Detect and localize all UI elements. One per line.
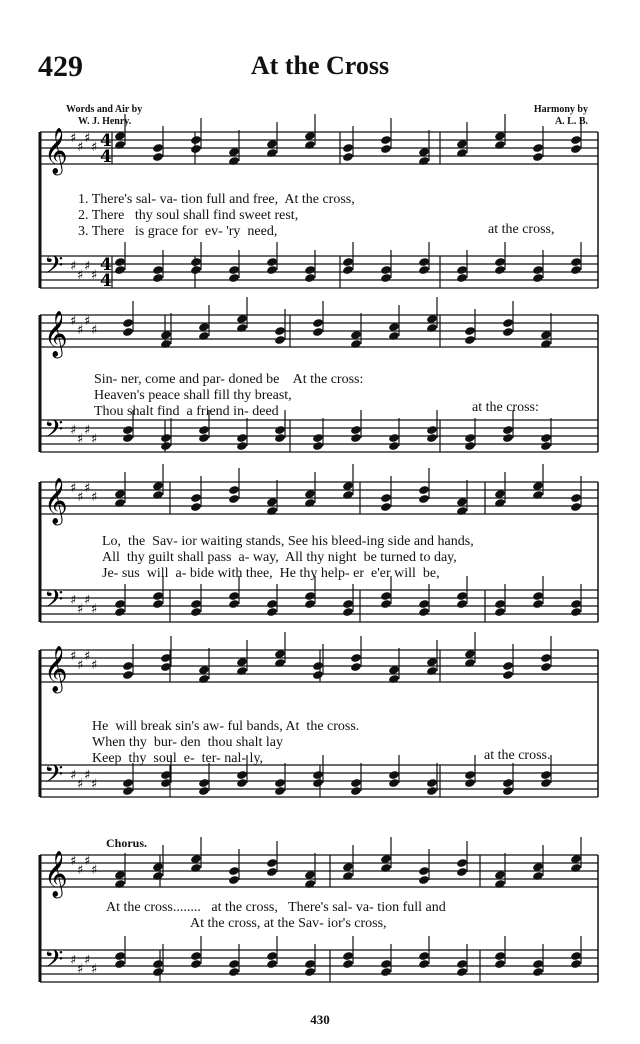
note-head xyxy=(418,875,430,885)
sharp-accidental: ♯ xyxy=(77,658,84,673)
note-head xyxy=(570,257,582,267)
note-head xyxy=(540,441,552,451)
note-head xyxy=(190,951,202,961)
bass-clef: 𝄢 xyxy=(44,945,64,980)
note-head xyxy=(198,433,210,443)
treble-clef: 𝄞 xyxy=(44,646,68,692)
treble-clef: 𝄞 xyxy=(44,851,68,897)
sharp-accidental: ♯ xyxy=(77,432,84,447)
note-head xyxy=(122,425,134,435)
note-head xyxy=(152,273,164,283)
note-head xyxy=(228,591,240,601)
note-head xyxy=(312,778,324,788)
lyric-system3-verse2: All thy guilt shall pass a- way, All thy night be turned to day, xyxy=(102,550,457,565)
sharp-accidental: ♯ xyxy=(77,777,84,792)
note-head xyxy=(190,599,202,609)
bass-clef: 𝄢 xyxy=(44,760,64,795)
lyric-chorus-line2: At the cross, at the Sav- ior's cross, xyxy=(190,916,387,931)
sharp-accidental: ♯ xyxy=(91,432,98,447)
note-head xyxy=(114,607,126,617)
sharp-accidental: ♯ xyxy=(70,593,77,608)
note-head xyxy=(122,327,134,337)
treble-clef: 𝄞 xyxy=(44,311,68,357)
note-head xyxy=(570,265,582,275)
sharp-accidental: ♯ xyxy=(84,768,91,783)
note-head xyxy=(274,326,286,336)
note-head xyxy=(312,670,324,680)
note-head xyxy=(114,959,126,969)
lyric-system4-verse3: Keep thy soul e- ter- nal- ly, xyxy=(92,751,264,766)
note-head xyxy=(160,441,172,451)
sharp-accidental: ♯ xyxy=(70,768,77,783)
lyric-chorus-line1: At the cross........ at the cross, There's sal- va- tion full and xyxy=(106,900,446,915)
sharp-accidental: ♯ xyxy=(91,268,98,283)
sharp-accidental: ♯ xyxy=(91,962,98,977)
note-head xyxy=(388,770,400,780)
note-head xyxy=(350,778,362,788)
note-head xyxy=(304,273,316,283)
note-head xyxy=(350,425,362,435)
note-head xyxy=(342,152,354,162)
note-head xyxy=(418,607,430,617)
note-head xyxy=(266,607,278,617)
sharp-accidental: ♯ xyxy=(84,259,91,274)
note-head xyxy=(532,967,544,977)
note-head xyxy=(274,425,286,435)
sharp-accidental: ♯ xyxy=(77,140,84,155)
note-head xyxy=(570,135,582,145)
note-head xyxy=(570,599,582,609)
note-head xyxy=(190,959,202,969)
note-head xyxy=(236,441,248,451)
note-head xyxy=(190,265,202,275)
sharp-accidental: ♯ xyxy=(70,854,77,869)
note-head xyxy=(304,959,316,969)
note-head xyxy=(464,441,476,451)
note-head xyxy=(266,867,278,877)
note-head xyxy=(350,662,362,672)
note-head xyxy=(426,786,438,796)
note-head xyxy=(494,607,506,617)
sharp-accidental: ♯ xyxy=(70,953,77,968)
note-head xyxy=(570,493,582,503)
note-head xyxy=(274,786,286,796)
note-head xyxy=(456,273,468,283)
note-head xyxy=(342,951,354,961)
note-head xyxy=(198,786,210,796)
lyric-system1-verse2: 2. There thy soul shall find sweet rest, xyxy=(78,208,299,223)
note-head xyxy=(464,433,476,443)
note-head xyxy=(380,959,392,969)
note-head xyxy=(350,433,362,443)
note-head xyxy=(426,778,438,788)
lyric-system1-verse1: 1. There's sal- va- tion full and free, At the cross, xyxy=(78,192,355,207)
credit-right-name: A. L. B. xyxy=(554,116,588,127)
note-head xyxy=(570,144,582,154)
note-head xyxy=(456,967,468,977)
treble-clef: 𝄞 xyxy=(44,478,68,524)
sharp-accidental: ♯ xyxy=(84,593,91,608)
note-head xyxy=(228,273,240,283)
sharp-accidental: ♯ xyxy=(77,490,84,505)
note-head xyxy=(152,591,164,601)
sharp-accidental: ♯ xyxy=(84,423,91,438)
note-head xyxy=(312,433,324,443)
note-head xyxy=(114,951,126,961)
note-head xyxy=(266,951,278,961)
note-head xyxy=(152,143,164,153)
note-head xyxy=(456,591,468,601)
note-head xyxy=(570,959,582,969)
note-head xyxy=(418,265,430,275)
sharp-accidental: ♯ xyxy=(84,131,91,146)
note-head xyxy=(494,959,506,969)
note-head xyxy=(228,494,240,504)
note-head xyxy=(388,433,400,443)
note-head xyxy=(540,662,552,672)
note-head xyxy=(114,599,126,609)
note-head xyxy=(380,967,392,977)
lyric-system2-verse1: Sin- ner, come and par- doned be At the cross: xyxy=(94,372,364,387)
sharp-accidental: ♯ xyxy=(91,490,98,505)
note-head xyxy=(502,433,514,443)
note-head xyxy=(540,653,552,663)
lyric-system4-verse1: He will break sin's aw- ful bands, At the cross. xyxy=(92,719,360,734)
note-head xyxy=(190,257,202,267)
note-head xyxy=(228,959,240,969)
note-head xyxy=(502,661,514,671)
note-head xyxy=(532,591,544,601)
note-head xyxy=(152,599,164,609)
note-head xyxy=(236,778,248,788)
note-head xyxy=(418,485,430,495)
note-head xyxy=(190,135,202,145)
sharp-accidental: ♯ xyxy=(84,854,91,869)
sharp-accidental: ♯ xyxy=(91,777,98,792)
note-head xyxy=(274,778,286,788)
note-head xyxy=(532,265,544,275)
note-head xyxy=(426,425,438,435)
note-head xyxy=(494,951,506,961)
note-head xyxy=(236,433,248,443)
note-head xyxy=(190,493,202,503)
note-head xyxy=(114,265,126,275)
note-head xyxy=(380,591,392,601)
sharp-accidental: ♯ xyxy=(84,953,91,968)
bass-clef: 𝄢 xyxy=(44,415,64,450)
sharp-accidental: ♯ xyxy=(70,314,77,329)
note-head xyxy=(228,875,240,885)
note-head xyxy=(464,778,476,788)
note-head xyxy=(160,433,172,443)
sharp-accidental: ♯ xyxy=(91,863,98,878)
note-head xyxy=(266,257,278,267)
note-head xyxy=(152,959,164,969)
note-head xyxy=(380,265,392,275)
hymn-title: At the Cross xyxy=(250,51,390,80)
note-head xyxy=(426,433,438,443)
note-head xyxy=(502,425,514,435)
note-head xyxy=(418,959,430,969)
note-head xyxy=(152,265,164,275)
lyric-system2-verse3: Thou shalt find a friend in- deed xyxy=(94,404,279,419)
note-head xyxy=(456,959,468,969)
note-head xyxy=(532,959,544,969)
note-head xyxy=(350,786,362,796)
sharp-accidental: ♯ xyxy=(91,323,98,338)
credit-left-name: W. J. Henry. xyxy=(78,116,132,127)
note-head xyxy=(312,661,324,671)
bass-clef: 𝄢 xyxy=(44,251,64,286)
note-head xyxy=(380,599,392,609)
note-head xyxy=(502,327,514,337)
note-head xyxy=(540,778,552,788)
time-signature: 4 xyxy=(100,147,112,167)
note-head xyxy=(380,493,392,503)
note-head xyxy=(350,653,362,663)
credit-left-label: Words and Air by xyxy=(66,104,143,115)
sharp-accidental: ♯ xyxy=(84,314,91,329)
note-head xyxy=(502,670,514,680)
note-head xyxy=(228,866,240,876)
note-head xyxy=(228,599,240,609)
lyric-system3-verse1: Lo, the Sav- ior waiting stands, See his bleed-ing side and hands, xyxy=(102,534,474,549)
bass-clef: 𝄢 xyxy=(44,585,64,620)
note-head xyxy=(570,607,582,617)
note-head xyxy=(502,318,514,328)
note-head xyxy=(464,770,476,780)
note-head xyxy=(380,144,392,154)
sharp-accidental: ♯ xyxy=(70,481,77,496)
chorus-label: Chorus. xyxy=(106,836,148,850)
note-head xyxy=(266,858,278,868)
sharp-accidental: ♯ xyxy=(91,658,98,673)
sharp-accidental: ♯ xyxy=(70,423,77,438)
time-signature: 4 xyxy=(100,255,112,275)
note-head xyxy=(494,265,506,275)
note-head xyxy=(532,152,544,162)
note-head xyxy=(122,670,134,680)
note-head xyxy=(540,433,552,443)
sharp-accidental: ♯ xyxy=(70,131,77,146)
note-head xyxy=(532,599,544,609)
sharp-accidental: ♯ xyxy=(84,649,91,664)
note-head xyxy=(418,951,430,961)
note-head xyxy=(312,327,324,337)
note-head xyxy=(236,770,248,780)
lyric-system1-verse3: 3. There is grace for ev- 'ry need, xyxy=(78,224,278,239)
note-head xyxy=(342,607,354,617)
note-head xyxy=(342,599,354,609)
page-number: 430 xyxy=(310,1012,330,1027)
note-head xyxy=(418,257,430,267)
note-head xyxy=(190,607,202,617)
lyric-system2-echo: at the cross: xyxy=(472,400,539,415)
note-head xyxy=(152,152,164,162)
note-head xyxy=(122,433,134,443)
note-head xyxy=(228,485,240,495)
note-head xyxy=(122,786,134,796)
treble-clef: 𝄞 xyxy=(44,128,68,174)
sharp-accidental: ♯ xyxy=(77,323,84,338)
note-head xyxy=(304,599,316,609)
note-head xyxy=(456,265,468,275)
note-head xyxy=(502,786,514,796)
note-head xyxy=(494,599,506,609)
note-head xyxy=(388,441,400,451)
note-head xyxy=(380,273,392,283)
note-head xyxy=(190,144,202,154)
sharp-accidental: ♯ xyxy=(77,962,84,977)
note-head xyxy=(122,661,134,671)
note-head xyxy=(304,967,316,977)
note-head xyxy=(570,502,582,512)
lyric-system4-echo: at the cross. xyxy=(484,748,551,763)
note-head xyxy=(342,265,354,275)
note-head xyxy=(312,318,324,328)
note-head xyxy=(464,335,476,345)
note-head xyxy=(266,599,278,609)
credit-right-label: Harmony by xyxy=(533,104,588,115)
note-head xyxy=(198,778,210,788)
lyric-system3-verse3: Je- sus will a- bide with thee, He thy help- er e'er will be, xyxy=(102,566,440,581)
sharp-accidental: ♯ xyxy=(77,863,84,878)
note-head xyxy=(312,441,324,451)
lyric-system1-echo: at the cross, xyxy=(488,222,555,237)
sharp-accidental: ♯ xyxy=(70,259,77,274)
sharp-accidental: ♯ xyxy=(77,602,84,617)
note-head xyxy=(122,318,134,328)
hymn-number: 429 xyxy=(38,50,83,83)
note-head xyxy=(152,967,164,977)
note-head xyxy=(304,265,316,275)
note-head xyxy=(418,599,430,609)
note-head xyxy=(190,502,202,512)
note-head xyxy=(122,778,134,788)
note-head xyxy=(532,143,544,153)
note-head xyxy=(456,599,468,609)
time-signature: 4 xyxy=(100,271,112,291)
note-head xyxy=(342,257,354,267)
note-head xyxy=(198,425,210,435)
note-head xyxy=(532,273,544,283)
sharp-accidental: ♯ xyxy=(84,481,91,496)
note-head xyxy=(502,778,514,788)
note-head xyxy=(456,858,468,868)
note-head xyxy=(380,502,392,512)
note-head xyxy=(304,591,316,601)
note-head xyxy=(274,335,286,345)
note-head xyxy=(456,867,468,877)
note-head xyxy=(342,959,354,969)
note-head xyxy=(418,494,430,504)
note-head xyxy=(464,326,476,336)
note-head xyxy=(570,951,582,961)
note-head xyxy=(418,866,430,876)
note-head xyxy=(228,967,240,977)
note-head xyxy=(266,265,278,275)
sharp-accidental: ♯ xyxy=(91,140,98,155)
note-head xyxy=(342,143,354,153)
note-head xyxy=(380,135,392,145)
sharp-accidental: ♯ xyxy=(70,649,77,664)
note-head xyxy=(312,770,324,780)
time-signature: 4 xyxy=(100,131,112,151)
note-head xyxy=(540,770,552,780)
lyric-system2-verse2: Heaven's peace shall fill thy breast, xyxy=(94,388,292,403)
note-head xyxy=(114,257,126,267)
sharp-accidental: ♯ xyxy=(91,602,98,617)
note-head xyxy=(266,959,278,969)
sharp-accidental: ♯ xyxy=(77,268,84,283)
note-head xyxy=(274,433,286,443)
note-head xyxy=(388,778,400,788)
note-head xyxy=(228,265,240,275)
note-head xyxy=(494,257,506,267)
lyric-system4-verse2: When thy bur- den thou shalt lay xyxy=(92,735,284,750)
